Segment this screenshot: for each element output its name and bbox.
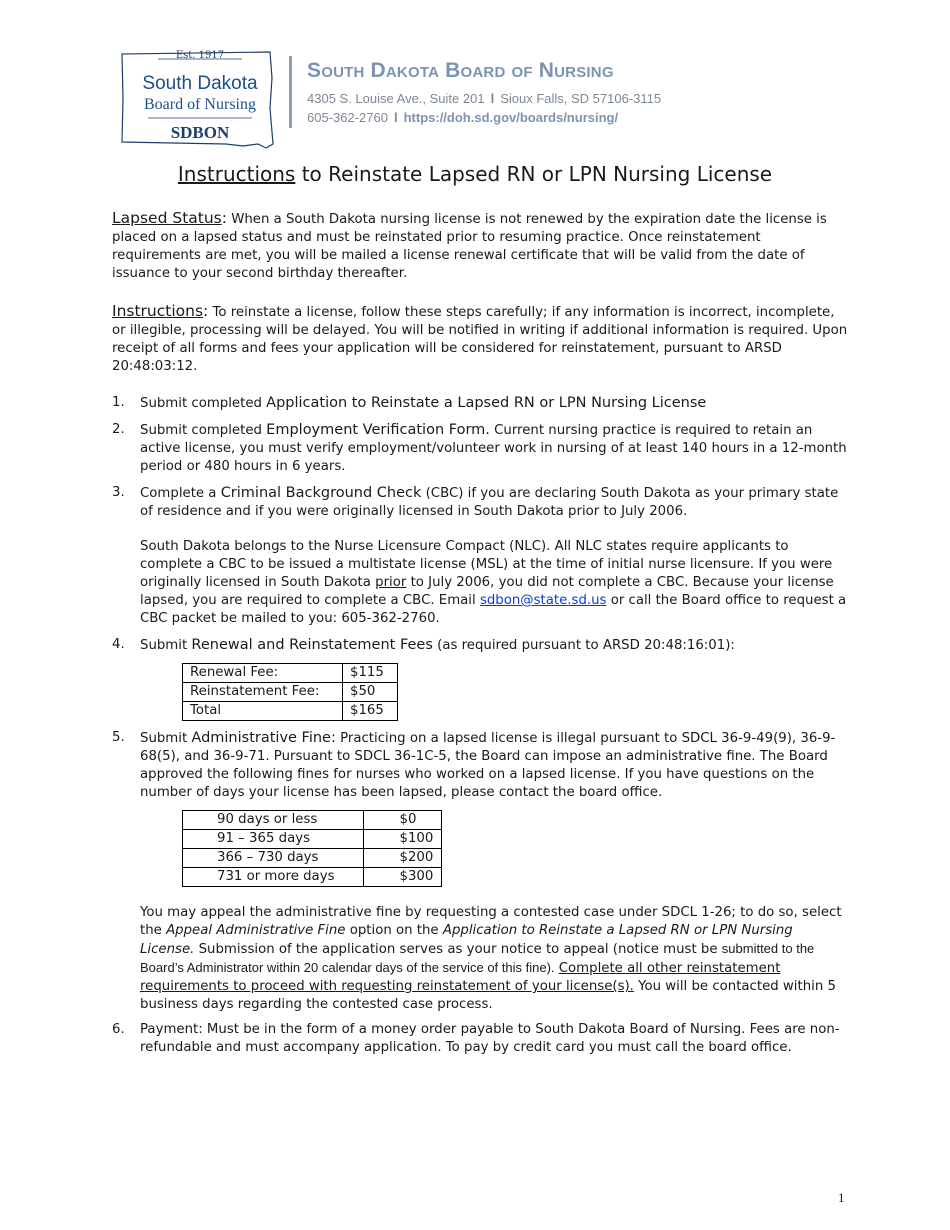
table-row — [183, 664, 398, 683]
lapsed-status-text: When a South Dakota nursing license is not renewed by the expiration date the license is placed on a lapsed status and must be reinstated prior to resuming practice. Once reinstatement requirements are met, you will be mailed a license renewal certificate that will be valid from the date of issuance to your second birthday thereafter. — [112, 212, 827, 281]
fee-label: Reinstatement Fee: — [183, 683, 343, 702]
instructions-paragraph: Instructions: To reinstate a license, follow these steps carefully; if any information is incorrect, incomplete, or illegible, processing will be delayed. You will be notified in writing if additional information is required. Upon receipt of all forms and fees your application will be considered for reinstatement, pursuant to ARSD 20:48:03:12. — [112, 302, 848, 374]
fee-amount: $115 — [343, 664, 398, 683]
step-2-form-name: Employment Verification Form. — [266, 422, 490, 438]
org-contact — [307, 110, 618, 125]
separator: l — [490, 91, 495, 106]
title-underlined: Instructions — [177, 162, 296, 186]
fine-days: 366 – 730 days — [183, 849, 364, 868]
header-divider — [289, 56, 292, 128]
org-name: South Dakota Board of Nursing — [307, 59, 614, 82]
step-number: 6. — [112, 1022, 125, 1037]
instructions-heading: Instructions — [112, 302, 204, 320]
page-title — [0, 162, 950, 186]
email-link[interactable]: sdbon@state.sd.us — [479, 593, 607, 608]
logo-line2: Board of Nursing — [144, 96, 256, 113]
step-number: 2. — [112, 422, 125, 437]
fine-amount: $100 — [363, 830, 442, 849]
step-6-payment: Payment: — [140, 1022, 203, 1037]
step-1-form-name: Application to Reinstate a Lapsed RN or LPN Nursing License — [266, 395, 707, 411]
appeal-underlined-requirement: Complete all other reinstatement requirements to proceed with requesting reinstatement of your license(s). — [140, 961, 781, 994]
city-state-zip: Sioux Falls, SD 57106-3115 — [500, 91, 662, 106]
step-3-cbc: Criminal Background Check — [220, 485, 422, 501]
org-address — [307, 91, 661, 106]
step-number: 5. — [112, 730, 125, 745]
document-page: Est. 1917 South Dakota Board of Nursing SDBON South Dakota Board of Nursing 4305 S. Louise Ave., Suite 201 l Sioux Falls, SD 57106-3115 605-362-2760 l https://doh.sd.gov/boards/nursing/ Instructions to Reinstate Lapsed RN or LPN Nursing License Lapsed Status: When a South Dakota nursing license is not renewed by the expiration date the license is placed on a lapsed status and must be reinstated prior to resuming practice. Once reinstatement requirements are met, you will be mailed a license renewal certificate that will be valid from the date of issuance to your second birthday thereafter. Instructions: To reinstate a license, follow these steps carefully; if any information is incorrect, incomplete, or illegible, processing will be delayed. You will be notified in writing if additional information is required. Upon receipt of all forms and fees your application will be considered for reinstatement, pursuant to ARSD 20:48:03:12. 1. Submit completed Application to Reinstate a Lapsed RN or LPN Nursing License 2. Submit completed Employment Verification Form. Current nursing practice is required to retain an active license, you must verify employment/volunteer work in nursing of at least 140 hours in a 12-month period or 480 hours in 6 years. 3. Complete a Criminal Background Check (CBC) if you are declaring South Dakota as your primary state of residence and if you were originally licensed in South Dakota prior to July 2006. South Dakota belongs to the Nurse Licensure Compact (NLC). All NLC states require applicants to complete a CBC to be issued a multistate license (MSL) at the time of initial nurse licensure. If you were originally licensed in South Dakota prior to July 2006, you did not complete a CBC. Because your license lapsed, you are required to complete a CBC. Email sdbon@state.sd.us or call the Board office to request a CBC packet be mailed to you: 605-362-2760. 4. Submit Renewal and Reinstatement Fees (as required pursuant to ARSD 20:48:16:01): Renewal Fee: $115 Reinstatement Fee: $50 Total $165 5. Submit Administrative Fine: Practicing on a lapsed license is illegal pursuant to SDCL 36-9-49(9), 36-9-68(5), and 36-9-71. Pursuant to SDCL 36-1C-5, the Board can impose an administrative fine. The Board approved the following fines for nurses who worked on a lapsed license. If you have questions on the number of days your license has been lapsed, please contact the board office. 90 days or less $0 91 – 365 days $100 366 – 730 days $200 731 or more days $300 You may appeal the administrative fine by requesting a contested case under SDCL 1-26; to do so, select the Appeal Administrative Fine option on the Application to Reinstate a Lapsed RN or LPN Nursing License. Submission of the application serves as your notice to appeal (notice must be submitted to the Board’s Administrator within 20 calendar days of the service of this fine). Complete all other reinstatement requirements to proceed with requesting reinstatement of your license(s). You will be contacted within 5 business days regarding the contested case process. 6. Payment: Must be in the form of a money order payable to South Dakota Board of Nursing. Fees are non-refundable and must accompany application. To pay by credit card you must call the board office. 1 — [0, 0, 950, 1230]
fine-days: 91 – 365 days — [183, 830, 364, 849]
fine-days: 90 days or less — [183, 811, 364, 830]
fee-label: Renewal Fee: — [183, 664, 343, 683]
step-number: 4. — [112, 637, 125, 652]
separator: l — [393, 110, 398, 125]
phone: 605-362-2760 — [307, 110, 388, 125]
step-4-fees: Renewal and Reinstatement Fees — [191, 637, 433, 653]
fees-table — [182, 663, 398, 721]
table-row — [183, 811, 442, 830]
fine-days: 731 or more days — [183, 868, 364, 887]
step-5-fine: Administrative Fine: — [191, 730, 336, 746]
fine-amount: $200 — [363, 849, 442, 868]
street-address: 4305 S. Louise Ave., Suite 201 — [307, 91, 485, 106]
fine-amount: $0 — [363, 811, 442, 830]
table-row — [183, 868, 442, 887]
fee-amount: $50 — [343, 683, 398, 702]
fines-table — [182, 810, 442, 887]
page-number: 1 — [838, 1190, 845, 1205]
sdbon-logo — [118, 48, 282, 152]
step-number: 1. — [112, 395, 125, 410]
fee-label: Total — [183, 702, 343, 721]
table-row — [183, 702, 398, 721]
website-link[interactable]: https://doh.sd.gov/boards/nursing/ — [403, 110, 619, 125]
logo-est: Est. 1917 — [175, 50, 225, 61]
table-row — [183, 683, 398, 702]
lapsed-status-paragraph: Lapsed Status: When a South Dakota nursing license is not renewed by the expiration date the license is placed on a lapsed status and must be reinstated prior to resuming practice. Once reinstatement requirements are met, you will be mailed a license renewal certificate that will be valid from the date of issuance to your second birthday thereafter. — [112, 209, 827, 281]
title-rest: to Reinstate Lapsed RN or LPN Nursing License — [295, 162, 773, 186]
fine-amount: $300 — [363, 868, 442, 887]
logo-line1: South Dakota — [142, 73, 258, 94]
step-number: 3. — [112, 485, 125, 500]
table-row — [183, 830, 442, 849]
instructions-text: To reinstate a license, follow these steps carefully; if any information is incorrect, incomplete, or illegible, processing will be delayed. You will be notified in writing if additional information is required. Upon receipt of all forms and fees your application will be considered for reinstatement, pursuant to ARSD 20:48:03:12. — [112, 305, 848, 374]
table-row — [183, 849, 442, 868]
logo-acronym: SDBON — [170, 123, 230, 142]
lapsed-status-heading: Lapsed Status — [112, 209, 222, 227]
fee-amount: $165 — [343, 702, 398, 721]
